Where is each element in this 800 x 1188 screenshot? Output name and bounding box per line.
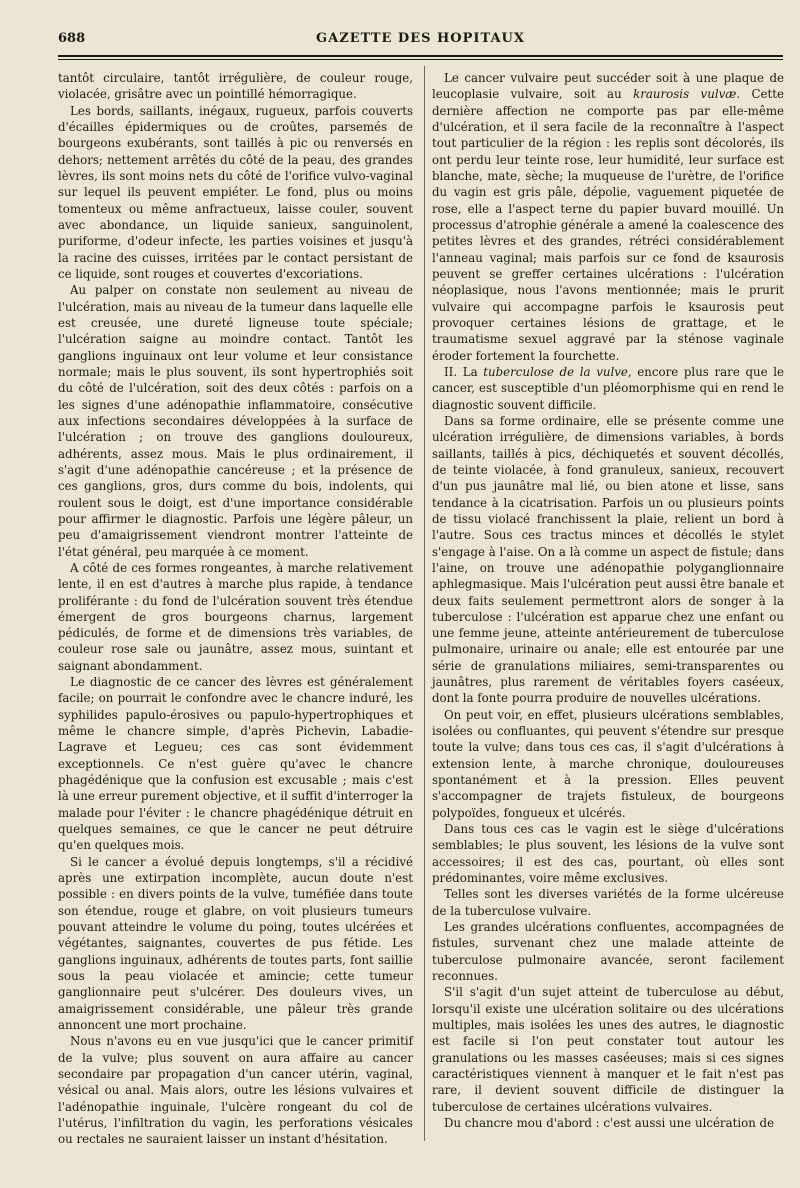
paragraph: Dans tous ces cas le vagin est le siège d'ulcérations semblables; le plus souvent, les lésions de la vulve sont accessoires; il est des cas, pourtant, où elles sont prédominantes, voire même exclusives. xyxy=(432,822,784,886)
column-divider xyxy=(424,66,425,1141)
journal-title: GAZETTE DES HOPITAUX xyxy=(316,31,525,46)
paragraph: Nous n'avons eu en vue jusqu'ici que le cancer primitif de la vulve; plus souvent on aura affaire au cancer secondaire par propagation d'un cancer utérin, vaginal, vésical ou anal. Mais alors, outre les lésions vulvaires et l'adénopathie inguinale, l'ulcère rongeant du col de l'utérus, l'infiltration du vagin, les perforations vésicales ou rectales ne sauraient laisser un instant d'hésitation. xyxy=(58,1034,413,1147)
paragraph: Du chancre mou d'abord : c'est aussi une ulcération de xyxy=(444,1116,775,1130)
header-rule-thin xyxy=(58,59,783,60)
italic-term: kraurosis vulvæ xyxy=(633,87,737,102)
paragraph: Les grandes ulcérations confluentes, accompagnées de fistules, survenant chez une malade atteinte de tuberculose pulmonaire avancée, seront facilement reconnues. xyxy=(432,920,784,984)
page-number: 688 xyxy=(58,31,86,46)
paragraph xyxy=(432,70,784,364)
text-run: . Cette dernière affection ne comporte pas par elle-même d'ulcération, et il sera facile de la reconnaître à l'aspect tout particulier de la région : les replis sont décolorés, ils ont perdu leur teinte rose, leur humidité, leur surface est blanche, mate, sèche; la muqueuse de l'urètre, de l'orifice du vagin est gris pâle, dépolie, vaguement piquetée de rose, elle a l'aspect terne du papier buvard mouillé. Un processus d'atrophie générale a amené la coalescence des petites lèvres et des grandes, rétréci considérablement l'anneau vaginal; mais parfois sur ce fond de ksaurosis peuvent se greffer certaines ulcérations : l'ulcération néoplasique, nous l'avons mentionnée; mais le prurit vulvaire qui accompagne parfois le ksaurosis peut provoquer certaines lésions de grattage, et le traumatisme sexuel aggravé par la sténose vaginale éroder fortement la fourchette. xyxy=(432,87,784,363)
paragraph: S'il s'agit d'un sujet atteint de tuberculose au début, lorsqu'il existe une ulcération solitaire ou des ulcérations multiples, mais isolées les unes des autres, le diagnostic est facile si l'on peut constater tout autour les granulations ou les masses caséeuses; mais si ces signes caractéristiques viennent à manquer et le fait n'est pas rare, il devient souvent difficile de distinguer la tuberculose de certaines ulcérations vulvaires. xyxy=(432,985,784,1114)
paragraph: Si le cancer a évolué depuis longtemps, s'il a récidivé après une extirpation incomplète, aucun doute n'est possible : en divers points de la vulve, tuméfiée dans toute son étendue, rouge et glabre, on voit plusieurs tumeurs pouvant atteindre le volume du poing, toutes ulcérées et végétantes, saignantes, couvertes de pus fétide. Les ganglions inguinaux, adhérents de toutes parts, font saillie sous la peau violacée et amincie; cette tumeur ganglionnaire peut s'ulcérer. Des douleurs vives, un amaigrissement considérable, une pâleur très grande annoncent une mort prochaine. xyxy=(58,854,413,1033)
text-run: Le cancer vulvaire peut succéder soit à une plaque de leucoplasie vulvaire, soit au xyxy=(432,71,784,102)
paragraph: Le diagnostic de ce cancer des lèvres est généralement facile; on pourrait le confondre avec le chancre induré, les syphilides papulo-érosives ou papulo-hypertrophiques et même le chancre simple, d'après Pichevin, Labadie-Lagrave et Legueu; ces cas sont évidemment exceptionnels. Ce n'est guère qu'avec le chancre phagédénique que la confusion est excusable ; mais c'est là une erreur purement objective, et il suffit d'interroger la malade pour l'éviter : le chancre phagédénique détruit en quelques semaines, ce que le cancer ne peut détruire qu'en quelques mois. xyxy=(58,675,413,853)
paragraph: Au palper on constate non seulement au niveau de l'ulcération, mais au niveau de la tumeur dans laquelle elle est creusée, une dureté ligneuse toute spéciale; l'ulcération saigne au moindre contact. Tantôt les ganglions inguinaux ont leur volume et leur consistance normale; mais le plus souvent, ils sont hypertrophiés soit du côté de l'ulcération, soit des deux côtés : parfois on a les signes d'une adénopathie inflammatoire, consécutive aux infections secondaires développées à la surface de l'ulcération ; on trouve des ganglions douloureux, adhérents, assez mous. Mais le plus ordinairement, il s'agit d'une adénopathie cancéreuse ; et la présence de ces ganglions, gros, durs comme du bois, indolents, qui roulent sous le doigt, est d'une importance considérable pour affirmer le diagnostic. Parfois une légère pâleur, un peu d'amaigrissement viendront montrer l'atteinte de l'état général, peu marquée à ce moment. xyxy=(58,283,413,559)
paragraph xyxy=(432,364,784,413)
paragraph: Dans sa forme ordinaire, elle se présente comme une ulcération irrégulière, de dimensions variables, à bords saillants, taillés à pics, déchiquetés et souvent décollés, de teinte violacée, à fond granuleux, sanieux, recouvert d'un pus jaunâtre mal lié, ou bien atone et lisse, sans tendance à la cicatrisation. Parfois un ou plusieurs points de tissu violacé franchissent la plaie, relient un bord à l'autre. Sous ces tractus minces et décollés le stylet s'engage à l'aise. On a là comme un aspect de fistule; dans l'aine, on trouve une adénopathie polyganglionnaire aphlegmasique. Mais l'ulcération peut aussi être banale et deux faits seulement permettront alors de songer à la tuberculose : l'ulcération est apparue chez une enfant ou une femme jeune, atteinte antérieurement de tuberculose pulmonaire, urinaire ou anale; elle est entourée par une série de granulations miliaires, semi-transparentes ou jaunâtres, plus rarement de véritables foyers caséeux, dont la fonte pourra produire de nouvelles ulcérations. xyxy=(432,413,784,706)
header-rule xyxy=(58,55,783,57)
text-run: , encore plus rare que le cancer, est susceptible d'un pléomorphisme qui en rend le diagnostic souvent difficile. xyxy=(432,364,785,412)
paragraph: On peut voir, en effet, plusieurs ulcérations semblables, isolées ou confluantes, qui peuvent s'étendre sur presque toute la vulve; dans tous ces cas, il s'agit d'ulcérations à extension lente, à marche chronique, douloureuses spontanément et à la pression. Elles peuvent s'accompagner de trajets fistuleux, de bourgeons polypoïdes, fongueux et ulcérés. xyxy=(432,707,784,820)
text-run: II. La xyxy=(444,364,484,379)
paragraph: Telles sont les diverses variétés de la forme ulcéreuse de la tuberculose vulvaire. xyxy=(432,887,784,918)
paragraph: Les bords, saillants, inégaux, rugueux, parfois couverts d'écailles épidermiques ou de croûtes, parsemés de bourgeons exubérants, sont taillés à pic ou renversés en dehors; nettement arrêtés du côté de la peau, des grandes lèvres, ils sont moins nets du côté de l'orifice vulvo-vaginal sur lequel ils peuvent empiéter. Le fond, plus ou moins tomenteux ou même anfractueux, laisse couler, souvent avec abondance, un liquide sanieux, sanguinolent, puriforme, d'odeur infecte, les parties voisines et jusqu'à la racine des cuisses, irritées par le contact persistant de ce liquide, sont rouges et couvertes d'excoriations. xyxy=(58,103,413,281)
paragraph: tantôt circulaire, tantôt irrégulière, de couleur rouge, violacée, grisâtre avec un pointillé hémorragique. xyxy=(58,71,413,102)
right-column xyxy=(432,70,784,1131)
paragraph: A côté de ces formes rongeantes, à marche relativement lente, il en est d'autres à marche plus rapide, à tendance proliférante : du fond de l'ulcération souvent très étendue émergent de gros bourgeons charnus, largement pédiculés, de forme et de dimensions très variables, de couleur rose sale ou jaunâtre, assez mous, suintant et saignant abondamment. xyxy=(58,560,413,673)
left-column xyxy=(58,70,413,1148)
italic-term: tuberculose de la vulve xyxy=(483,364,628,379)
page-header xyxy=(58,31,783,51)
